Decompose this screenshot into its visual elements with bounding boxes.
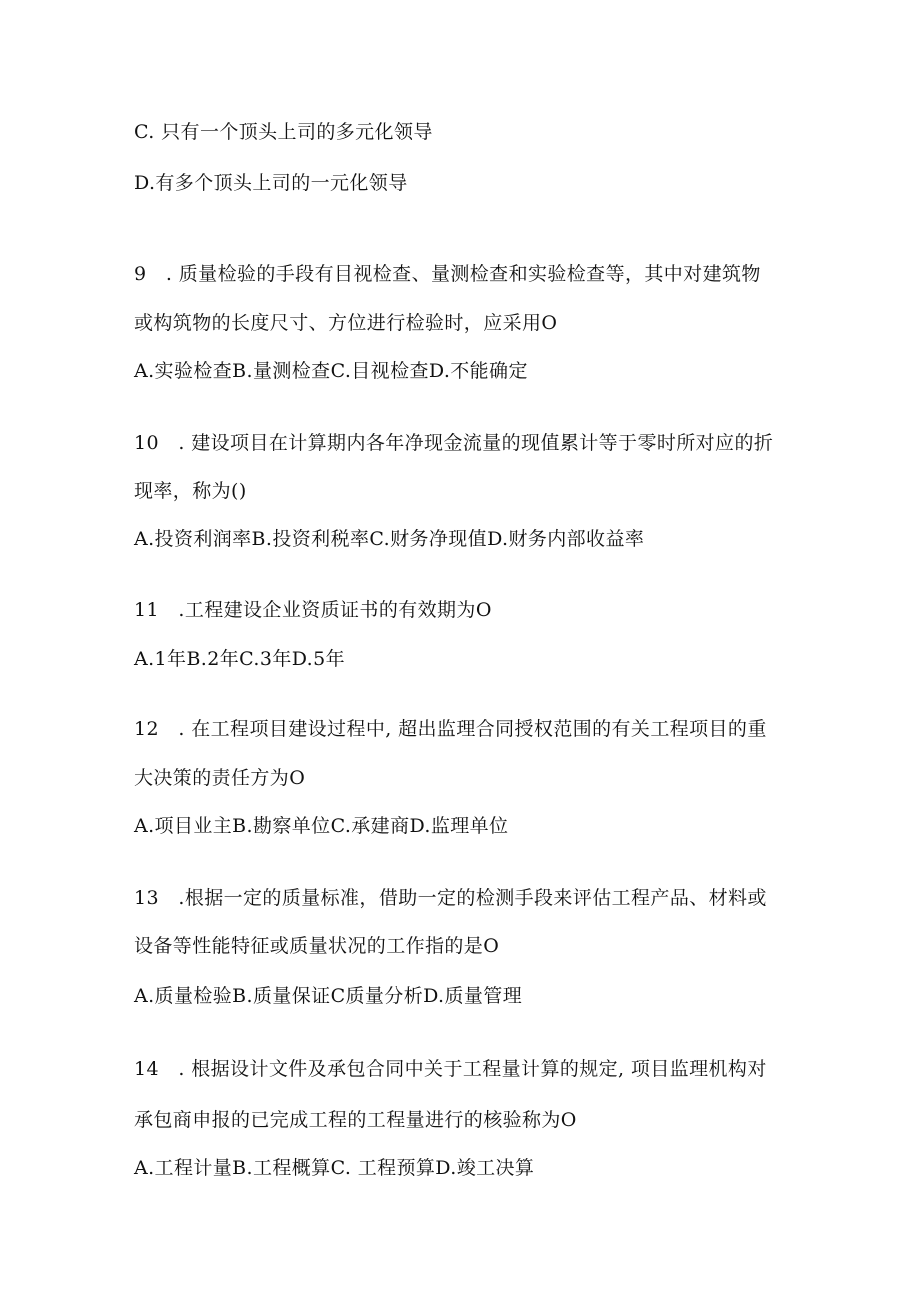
question-10-options: A.投资利润率B.投资利税率C.财务净现值D.财务内部收益率 <box>134 528 645 550</box>
question-14-options: A.工程计量B.工程概算C. 工程预算D.竣工决算 <box>134 1157 535 1179</box>
question-14-line-2: 承包商申报的已完成工程的工程量进行的核验称为O <box>134 1109 577 1131</box>
question-10-line-2: 现率，称为() <box>134 480 247 502</box>
question-12-options: A.项目业主B.勘察单位C.承建商D.监理单位 <box>134 815 509 837</box>
question-14-line-1: 14 . 根据设计文件及承包合同中关于工程量计算的规定, 项目监理机构对 <box>134 1058 767 1080</box>
question-12-line-1: 12 . 在工程项目建设过程中, 超出监理合同授权范围的有关工程项目的重 <box>134 718 767 740</box>
option-line-q8-c: C. 只有一个顶头上司的多元化领导 <box>134 121 433 143</box>
question-9-options: A.实验检查B.量测检查C.目视检查D.不能确定 <box>134 360 528 382</box>
option-line-q8-d: D.有多个顶头上司的一元化领导 <box>134 172 408 194</box>
question-12-line-2: 大决策的责任方为O <box>134 767 306 789</box>
question-13-line-2: 设备等性能特征或质量状况的工作指的是O <box>134 935 500 957</box>
question-13-line-1: 13 .根据一定的质量标准，借助一定的检测手段来评估工程产品、材料或 <box>134 887 767 909</box>
question-11-line-1: 11 .工程建设企业资质证书的有效期为O <box>134 599 492 621</box>
question-9-line-2: 或构筑物的长度尺寸、方位进行检验时，应采用O <box>134 312 558 334</box>
question-9-line-1: 9 . 质量检验的手段有目视检查、量测检查和实验检查等，其中对建筑物 <box>134 263 761 285</box>
question-10-line-1: 10 . 建设项目在计算期内各年净现金流量的现值累计等于零时所对应的折 <box>134 432 774 454</box>
question-11-options: A.1年B.2年C.3年D.5年 <box>134 648 346 670</box>
question-13-options: A.质量检验B.质量保证C质量分析D.质量管理 <box>134 985 523 1007</box>
